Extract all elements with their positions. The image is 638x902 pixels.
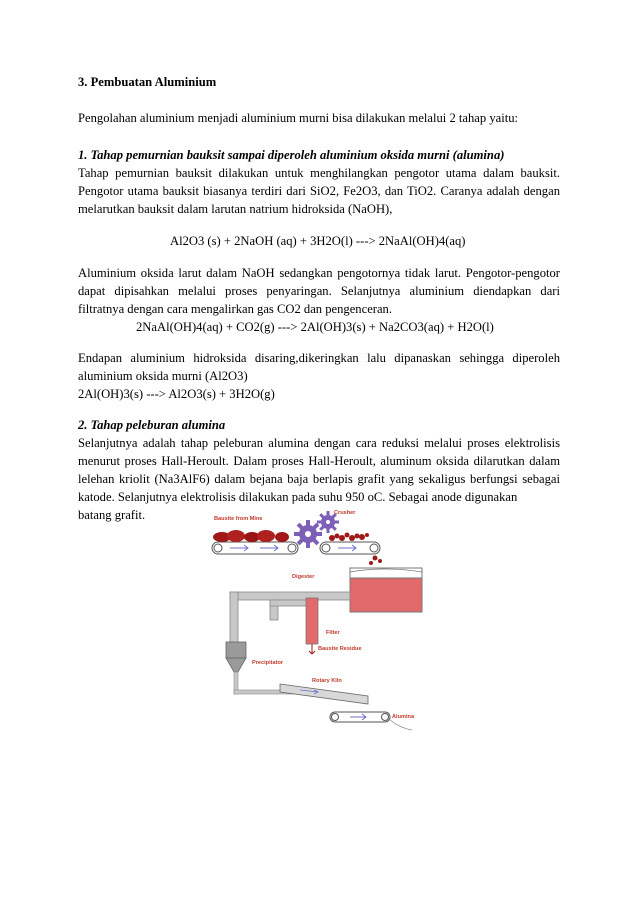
bauxite-ore [213,530,289,542]
pipes [230,592,350,644]
stage1-paragraph-2: Aluminium oksida larut dalam NaOH sedangkan pengotornya tidak larut. Pengotor-pengotor dapat dipisahkan melalui proses penyaringan. Selanjutnya aluminium diendapkan dari filtratnya dengan cara mengalirkan gas CO2 dan pengenceran. [78,266,560,316]
alumina-refining-diagram [200,506,440,738]
stage2-paragraph: Selanjutnya adalah tahap peleburan alumina dengan cara reduksi melalui proses elektrolisis menurut proses Hall-Heroult. Dalam proses Hall-Heroult, aluminum oksida dilarutkan dalam lelehan kriolit (Na3AlF6) dalam bejana baja berlapis grafit yang sekaligus berfungsi sebagai katode. Selanjutnya elektrolisis dilakukan pada suhu 950 oC. Sebagai anode digunakan [78,436,560,504]
stage1-paragraph: Tahap pemurnian bauksit dilakukan untuk menghilangkan pengotor utama dalam bauksit. Pengotor utama bauksit biasanya terdiri dari SiO2, Fe2O3, dan TiO2. Caranya adalah dengan melarutkan bauksit dalam larutan natrium hidroksida (NaOH), [78,166,560,216]
stage2-paragraph-last-line: batang grafit. [78,508,146,522]
rotary-kiln [280,684,368,704]
process-flow-svg [200,506,440,738]
filter-unit [306,598,318,654]
label-kiln: Rotary Kiln [312,678,342,684]
equation-2: 2NaAl(OH)4(aq) + CO2(g) ---> 2Al(OH)3(s) + Na2CO3(aq) + H2O(l) [136,320,494,334]
equation-1: Al2O3 (s) + 2NaOH (aq) + 3H2O(l) ---> 2NaAl(OH)4(aq) [170,234,466,248]
label-bauxite: Bauxite from Mine [214,516,263,522]
stage1-paragraph-3: Endapan aluminium hidroksida disaring,dikeringkan lalu dipanaskan sehingga diperoleh aluminium oksida murni (Al2O3) [78,351,560,383]
label-precipitator: Precipitator [252,660,284,666]
label-filter: Filter [326,630,340,636]
stage2-heading: 2. Tahap peleburan alumina [78,418,226,432]
bauxite-conveyor [212,530,298,554]
crushed-ore-conveyor [320,533,382,566]
stage1-heading: 1. Tahap pemurnian bauksit sampai diperoleh aluminium oksida murni (alumina) [78,148,505,162]
label-crusher: Crusher [334,510,356,516]
label-alumina: Alumina [392,714,415,720]
label-residue: Bauxite Residue [318,646,362,652]
section-title: 3. Pembuatan Aluminium [78,75,217,89]
digester-tank [350,568,422,612]
label-digester: Digester [292,574,315,580]
equation-3: 2Al(OH)3(s) ---> Al2O3(s) + 3H2O(g) [78,387,275,401]
intro-paragraph: Pengolahan aluminium menjadi aluminium murni bisa dilakukan melalui 2 tahap yaitu: [78,111,518,125]
